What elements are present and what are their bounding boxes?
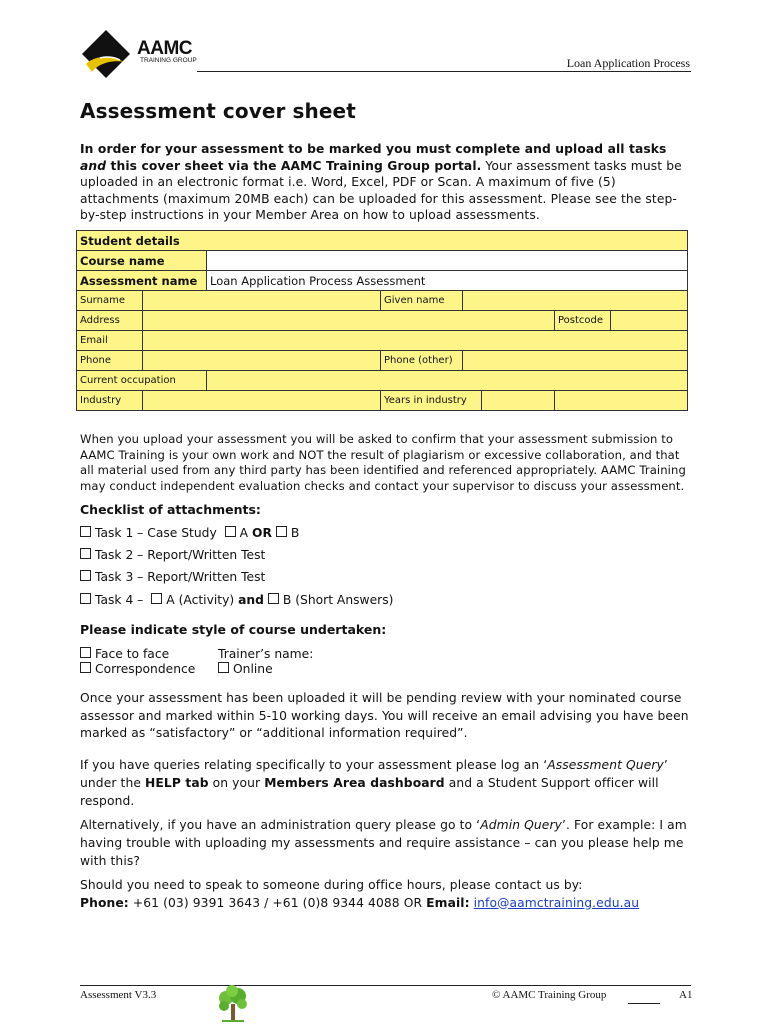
task-2-label: Task 2 – Report/Written Test [95, 548, 266, 562]
assessment-query-term: Assessment Query [547, 758, 664, 772]
task-1-a-label: A [239, 526, 249, 540]
given-name-field[interactable] [463, 291, 688, 311]
face-to-face-checkbox[interactable] [80, 647, 91, 658]
footer-copyright: © AAMC Training Group [492, 989, 607, 1001]
page-title: Assessment cover sheet [80, 99, 356, 123]
declaration-paragraph: When you upload your assessment you will be asked to confirm that your assessment submission to AAMC Training is your own work and NOT the result of plagiarism or excessive collaboration, and that all material used from any third party has been identified and referenced appropriately. AAMC Training may conduct independent evaluation checks and contact your supervisor to discuss your assessment. [80, 432, 686, 493]
checklist-task-4 [80, 593, 393, 607]
task-1-b-label: B [290, 526, 300, 540]
online-option [218, 662, 273, 676]
task-3-label: Task 3 – Report/Written Test [95, 570, 266, 584]
footer-page-number: A1 [679, 989, 693, 1001]
intro-paragraph [80, 141, 692, 224]
phone-numbers: +61 (03) 9391 3643 / +61 (0)8 9344 4088 OR [128, 895, 427, 910]
queries-text-1: If you have queries relating specifically to your assessment please log an ‘ [80, 758, 548, 772]
years-field-a[interactable] [482, 391, 554, 410]
header-doc-title: Loan Application Process [566, 56, 690, 70]
contact-intro: Should you need to speak to someone during office hours, please contact us by: [80, 878, 583, 892]
phone-label: Phone [77, 351, 143, 371]
email-field[interactable] [143, 331, 688, 351]
phone-label: Phone: [80, 895, 129, 910]
task-4-a-label: A (Activity) [166, 593, 235, 607]
address-field[interactable] [143, 311, 555, 331]
years-label: Years in industry [381, 391, 482, 410]
admin-paragraph [80, 816, 692, 870]
face-to-face-option [80, 647, 169, 661]
task-1-b-checkbox[interactable] [276, 526, 287, 537]
correspondence-option [80, 662, 195, 676]
address-label: Address [77, 311, 143, 331]
surname-label: Surname [77, 291, 143, 311]
members-area-term: Members Area dashboard [264, 776, 445, 790]
course-name-field[interactable] [207, 251, 688, 271]
task-4-and: and [238, 593, 264, 607]
checklist-task-1 [80, 526, 299, 540]
queries-text-4: and a Student Support officer will respond. [80, 776, 659, 808]
intro-bold-1: In order for your assessment to be marked you must complete and upload all tasks [80, 142, 667, 156]
years-field[interactable] [555, 391, 688, 411]
queries-paragraph [80, 756, 692, 810]
correspondence-label: Correspondence [95, 662, 196, 676]
footer-version: Assessment V3.3 [80, 989, 157, 1001]
checklist-task-2 [80, 548, 265, 562]
student-details-heading: Student details [77, 231, 688, 251]
contact-paragraph [80, 877, 692, 912]
online-label: Online [233, 662, 273, 676]
admin-query-term: Admin Query [480, 818, 562, 832]
postcode-label: Postcode [555, 311, 611, 330]
header-rule [197, 71, 691, 72]
phone-other-field[interactable] [463, 351, 688, 371]
face-to-face-label: Face to face [95, 647, 170, 661]
intro-bold-italic: and [80, 158, 107, 173]
given-name-label: Given name [381, 291, 463, 311]
intro-rest: Your assessment tasks must be uploaded in an electronic format i.e. Word, Excel, PDF or Scan. A maximum of five (5) attachments (maximum 20MB each) can be uploaded for this assessment. Please see the step-by-step instructions in your Member Area on how to upload assessments. [80, 158, 682, 222]
task-4-b-label: B (Short Answers) [282, 593, 394, 607]
footer-rule [80, 985, 691, 986]
postcode-field[interactable] [611, 311, 687, 330]
assessment-name-field[interactable]: Loan Application Process Assessment [207, 271, 688, 291]
intro-bold-2: this cover sheet via the AAMC Training Group portal. [106, 158, 482, 173]
task-1-or: OR [252, 526, 272, 540]
logo-subtext: TRAINING GROUP [140, 57, 197, 64]
admin-text-2: ’. For example: I am having trouble with uploading my assessments and require assistance – can you please help me with this? [80, 818, 687, 868]
queries-text-3: on your [208, 776, 265, 790]
occupation-field[interactable] [207, 371, 688, 391]
tree-icon [216, 984, 250, 1024]
task-4-checkbox[interactable] [80, 593, 91, 604]
task-2-checkbox[interactable] [80, 548, 91, 559]
checklist-heading: Checklist of attachments: [80, 502, 261, 517]
task-1-label: Task 1 – Case Study [95, 526, 217, 540]
assessment-name-label: Assessment name [77, 271, 207, 291]
phone-field[interactable] [143, 351, 381, 371]
help-tab-term: HELP tab [145, 776, 209, 790]
task-4-label: Task 4 – [95, 593, 144, 607]
task-4-b-checkbox[interactable] [268, 593, 279, 604]
queries-text-2: ’ under the [80, 758, 668, 790]
task-4-a-checkbox[interactable] [151, 593, 162, 604]
course-name-label: Course name [77, 251, 207, 271]
industry-field[interactable] [143, 391, 381, 411]
review-paragraph: Once your assessment has been uploaded it will be pending review with your nominated course assessor and marked within 5-10 working days. You will receive an email advising you have been marked as “satisfactory” or “additional information required”. [80, 691, 689, 740]
occupation-label: Current occupation [77, 371, 207, 391]
student-details-table [76, 230, 688, 411]
correspondence-checkbox[interactable] [80, 662, 91, 673]
footer-underline [628, 1003, 660, 1004]
admin-text-1: Alternatively, if you have an administration query please go to ‘ [80, 818, 481, 832]
phone-other-label: Phone (other) [381, 351, 463, 371]
logo-wordmark: AAMC [137, 38, 192, 59]
checklist-task-3 [80, 570, 265, 584]
surname-field[interactable] [143, 291, 381, 311]
email-label: Email: [426, 895, 470, 910]
task-1-a-checkbox[interactable] [225, 526, 236, 537]
industry-label: Industry [77, 391, 143, 411]
task-1-checkbox[interactable] [80, 526, 91, 537]
trainer-name-label: Trainer’s name: [218, 647, 314, 661]
task-3-checkbox[interactable] [80, 570, 91, 581]
email-label: Email [77, 331, 143, 351]
course-style-heading: Please indicate style of course undertaken: [80, 622, 387, 637]
online-checkbox[interactable] [218, 662, 229, 673]
email-link[interactable]: info@aamctraining.edu.au [473, 895, 640, 910]
